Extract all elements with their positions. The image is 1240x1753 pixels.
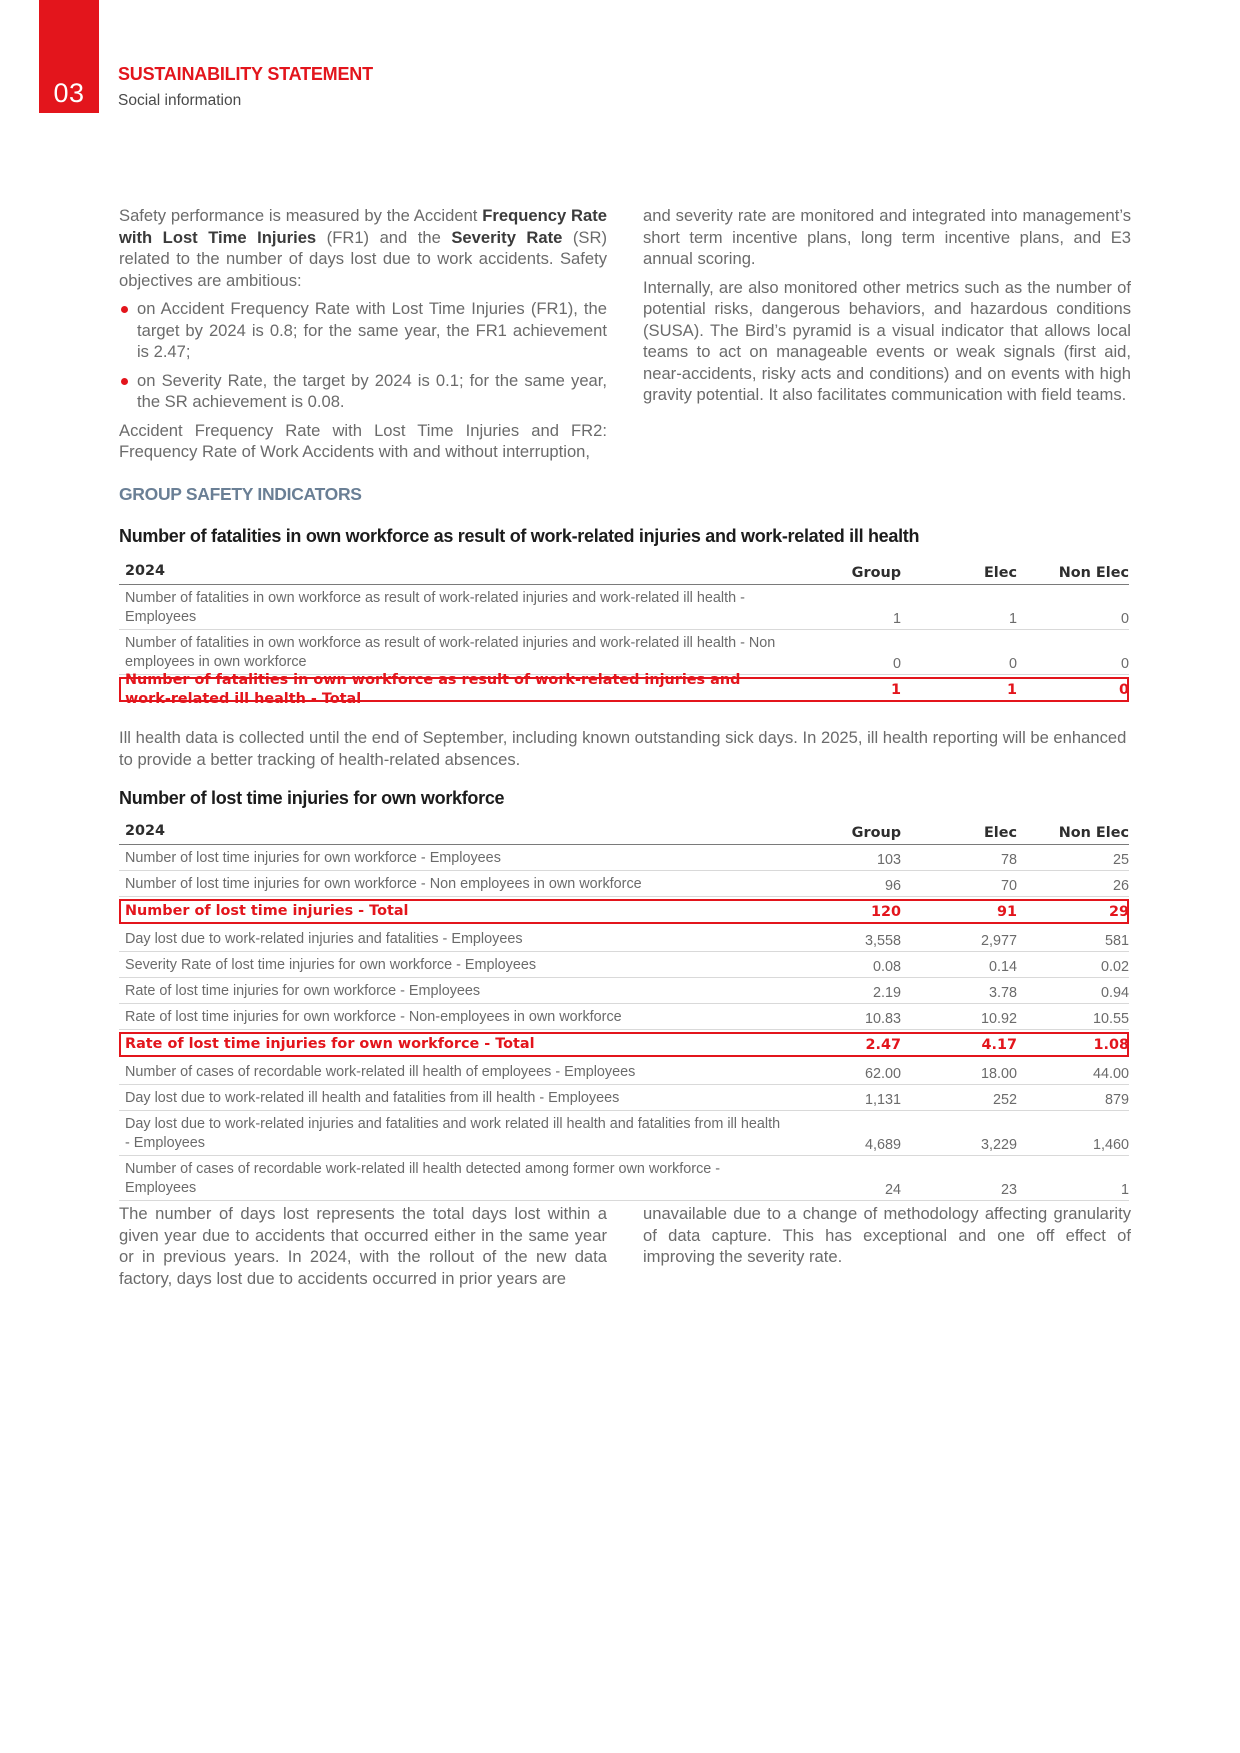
cell-nonelec: 1.08 [1093, 1036, 1129, 1053]
row-label: Number of lost time injuries for own workforce - Employees [125, 850, 501, 866]
cell-nonelec: 0 [1118, 681, 1129, 698]
cell-nonelec: 10.55 [1092, 1011, 1129, 1027]
cell-nonelec: 26 [1112, 878, 1129, 894]
objectives-list [119, 298, 607, 413]
cell-elec: 70 [1000, 878, 1017, 894]
table-row [119, 1004, 1129, 1030]
outro-left-column [119, 1203, 607, 1296]
cell-elec: 252 [992, 1092, 1017, 1108]
cell-nonelec: 0 [1120, 656, 1129, 672]
row-label: Number of lost time injuries - Total [125, 903, 409, 919]
intro-paragraph: Accident Frequency Rate with Lost Time Injuries and FR2: Frequency Rate of Work Accidents with and without interruption, [119, 420, 607, 461]
header-year: 2024 [125, 823, 166, 839]
table-header [119, 818, 1129, 845]
intro-bold-fr: Frequency Rate with Lost Time Injuries [119, 206, 608, 247]
row-label: Number of cases of recordable work-related ill health of employees - Employees [125, 1064, 636, 1080]
intro-right-column [643, 205, 1131, 413]
cell-group: 3,558 [864, 933, 901, 949]
table-row [119, 1156, 1129, 1201]
cell-elec: 23 [1000, 1182, 1017, 1198]
ill-health-note: Ill health data is collected until the end of September, including known outstanding sick days. In 2025, ill health reporting will be enhanced to provide a better tracking of health-related absences. [119, 728, 1127, 769]
cell-elec: 2,977 [980, 933, 1017, 949]
cell-elec: 1 [1008, 611, 1017, 627]
table-row [119, 845, 1129, 871]
cell-elec: 0.14 [988, 959, 1017, 975]
row-label: Number of cases of recordable work-related ill health detected among former own workforce - Employees [125, 1161, 721, 1196]
cell-nonelec: 0 [1120, 611, 1129, 627]
chapter-number: 03 [53, 78, 85, 108]
cell-nonelec: 44.00 [1092, 1066, 1129, 1082]
row-label: Number of fatalities in own workforce as result of work-related injuries and work-related ill health - Non employees in own workforce [125, 635, 776, 670]
cell-group: 62.00 [864, 1066, 901, 1082]
cell-group: 1 [890, 681, 901, 698]
cell-elec: 0 [1008, 656, 1017, 672]
table-row [119, 952, 1129, 978]
cell-group: 24 [884, 1182, 901, 1198]
row-label: Day lost due to work-related ill health and fatalities from ill health - Employees [125, 1090, 620, 1106]
intro-paragraph: Internally, are also monitored other metrics such as the number of potential risks, dangerous behaviors, and hazardous conditions (SUSA). The Bird’s pyramid is a visual indicator that allows local teams to act on manageable events or weak signals (first aid, near-accidents, risky acts and conditions) and on events with high gravity potential. It also facilitates communication with field teams. [643, 277, 1131, 404]
intro-paragraph: and severity rate are monitored and integrated into management’s short term incentive plans, long term incentive plans, and E3 annual scoring. [643, 206, 1131, 268]
cell-group: 2.19 [872, 985, 901, 1001]
table-row [119, 926, 1129, 952]
row-label: Rate of lost time injuries for own workforce - Employees [125, 983, 481, 999]
intro-left-column [119, 205, 607, 470]
header-year: 2024 [125, 563, 166, 579]
row-label: Number of fatalities in own workforce as result of work-related injuries and work-related ill health - Total [125, 671, 741, 707]
objective-item [119, 370, 607, 413]
row-label: Day lost due to work-related injuries and fatalities and work related ill health and fatalities from ill health - Employees [125, 1116, 781, 1151]
row-label: Severity Rate of lost time injuries for own workforce - Employees [125, 957, 537, 973]
cell-nonelec: 29 [1108, 903, 1129, 920]
header-elec: Elec [983, 825, 1017, 841]
table-row [119, 630, 1129, 675]
table-total-row [119, 671, 1129, 707]
cell-group: 0 [892, 656, 901, 672]
group-safety-heading: GROUP SAFETY INDICATORS [119, 484, 362, 504]
intro-text: Safety performance is measured by the Accident [119, 206, 483, 225]
cell-nonelec: 0.94 [1100, 985, 1129, 1001]
cell-group: 0.08 [872, 959, 901, 975]
cell-group: 96 [884, 878, 901, 894]
cell-nonelec: 1,460 [1092, 1137, 1129, 1153]
intro-text: (FR1) and the [316, 227, 452, 247]
table-header [119, 558, 1129, 585]
objective-text: on Accident Frequency Rate with Lost Time Injuries (FR1), the target by 2024 is 0.8; for the same year, the FR1 achievement is 2.47; [137, 299, 607, 361]
cell-elec: 1 [1006, 681, 1017, 698]
fatalities-table-title: Number of fatalities in own workforce as result of work-related injuries and work-related ill health [119, 526, 920, 546]
cell-group: 10.83 [864, 1011, 901, 1027]
cell-group: 120 [870, 903, 901, 920]
intro-text: (SR) related to the number of days lost due to work accidents. Safety objectives are ambitious: [119, 227, 607, 290]
header-nonelec: Non Elec [1058, 825, 1129, 841]
section-subtitle: Social information [118, 92, 242, 109]
cell-elec: 4.17 [981, 1036, 1017, 1053]
table-row [119, 1059, 1129, 1085]
table-total-row [119, 899, 1129, 924]
cell-nonelec: 25 [1112, 852, 1129, 868]
bullet-dot-icon [121, 378, 128, 385]
cell-elec: 91 [996, 903, 1017, 920]
cell-group: 1,131 [864, 1092, 901, 1108]
header-group: Group [851, 825, 901, 841]
row-label: Rate of lost time injuries for own workforce - Total [125, 1036, 535, 1052]
header-group: Group [851, 565, 901, 581]
objective-text: on Severity Rate, the target by 2024 is 0.1; for the same year, the SR achievement is 0.08. [137, 370, 607, 411]
outro-paragraph: The number of days lost represents the total days lost within a given year due to accidents that occurred either in the same year or in previous years. In 2024, with the rollout of the new data factory, days lost due to accidents occurred in prior years are [119, 1204, 607, 1288]
cell-nonelec: 1 [1120, 1182, 1129, 1198]
cell-group: 2.47 [865, 1036, 901, 1053]
cell-elec: 10.92 [980, 1011, 1017, 1027]
cell-group: 4,689 [864, 1137, 901, 1153]
cell-elec: 3,229 [980, 1137, 1017, 1153]
table-row [119, 978, 1129, 1004]
table-row [119, 1085, 1129, 1111]
objective-item [119, 298, 607, 363]
header-elec: Elec [983, 565, 1017, 581]
cell-elec: 18.00 [980, 1066, 1017, 1082]
outro-right-column [643, 1203, 1131, 1275]
intro-paragraph [119, 205, 607, 291]
section-title: SUSTAINABILITY STATEMENT [118, 64, 373, 84]
row-label: Day lost due to work-related injuries and fatalities - Employees [125, 931, 523, 947]
row-label: Number of fatalities in own workforce as result of work-related injuries and work-related ill health - Employees [125, 590, 745, 625]
intro-bold-sr: Severity Rate [451, 227, 563, 247]
lti-table-title: Number of lost time injuries for own workforce [119, 788, 505, 808]
cell-elec: 78 [1000, 852, 1017, 868]
cell-nonelec: 0.02 [1100, 959, 1129, 975]
table-total-row [119, 1032, 1129, 1057]
lost-time-injuries-table [119, 818, 1129, 1201]
cell-nonelec: 879 [1104, 1092, 1129, 1108]
bullet-dot-icon [121, 306, 128, 313]
fatalities-table [119, 558, 1129, 707]
row-label: Number of lost time injuries for own workforce - Non employees in own workforce [125, 876, 642, 892]
outro-paragraph: unavailable due to a change of methodology affecting granularity of data capture. This has exceptional and one off effect of improving the severity rate. [643, 1204, 1131, 1266]
row-label: Rate of lost time injuries for own workforce - Non-employees in own workforce [125, 1009, 622, 1025]
table-row [119, 585, 1129, 630]
cell-group: 103 [876, 852, 901, 868]
table-row [119, 1111, 1129, 1156]
header-nonelec: Non Elec [1058, 565, 1129, 581]
cell-group: 1 [892, 611, 901, 627]
cell-nonelec: 581 [1104, 933, 1129, 949]
table-row [119, 871, 1129, 897]
cell-elec: 3.78 [988, 985, 1017, 1001]
